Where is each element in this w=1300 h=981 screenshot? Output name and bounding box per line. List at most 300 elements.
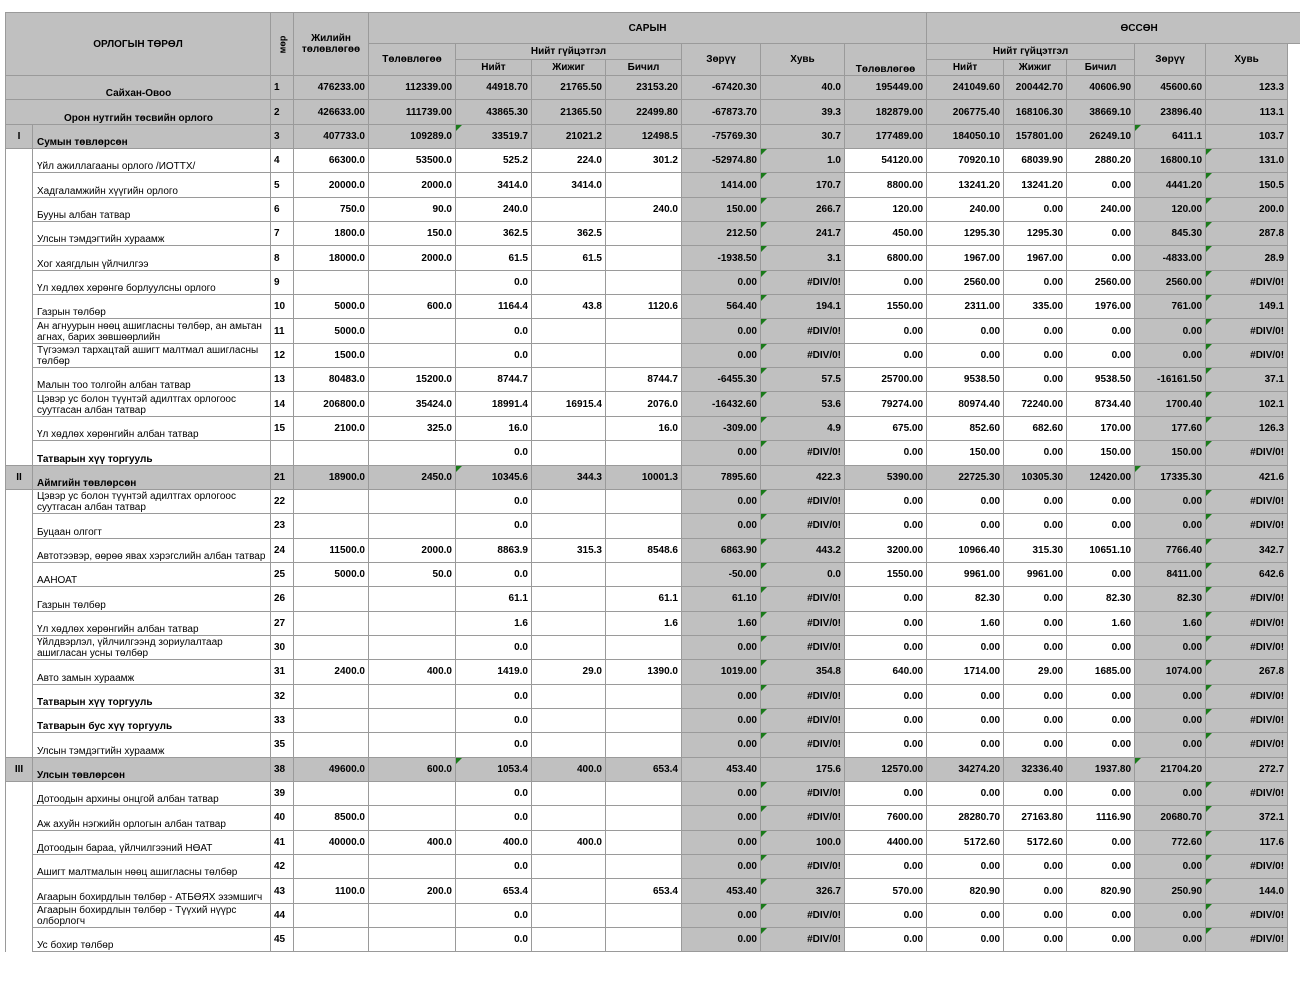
cumulative-total-cell: 1967.00 xyxy=(927,246,1004,270)
monthly-total-cell: 10345.6 xyxy=(456,465,532,489)
monthly-cash-cell xyxy=(532,441,606,465)
cumulative-cash-cell: 13241.20 xyxy=(1004,173,1067,197)
monthly-percent-cell: 39.3 xyxy=(761,100,845,124)
cumulative-noncash-cell: 0.00 xyxy=(1067,319,1135,343)
cumulative-total-cell: 70920.10 xyxy=(927,149,1004,173)
cumulative-noncash-cell: 40606.90 xyxy=(1067,76,1135,100)
cumulative-noncash-cell: 0.00 xyxy=(1067,903,1135,927)
monthly-noncash-cell xyxy=(606,562,682,586)
monthly-percent-cell: #DIV/0! xyxy=(761,587,845,611)
monthly-difference-cell: 0.00 xyxy=(682,708,761,732)
monthly-plan-cell xyxy=(369,708,456,732)
monthly-cash-cell xyxy=(532,903,606,927)
row-label: Аж ахуйн нэгжийн орлогын албан татвар xyxy=(33,806,271,830)
monthly-noncash-cell xyxy=(606,684,682,708)
cumulative-noncash-cell: 1116.90 xyxy=(1067,806,1135,830)
monthly-difference-cell: 564.40 xyxy=(682,295,761,319)
annual-plan-cell: 1500.0 xyxy=(294,343,369,367)
cumulative-total-cell: 0.00 xyxy=(927,708,1004,732)
header-monthly-cash: Жижиг xyxy=(532,60,606,76)
monthly-total-cell: 1.6 xyxy=(456,611,532,635)
row-number: 41 xyxy=(271,830,294,854)
monthly-difference-cell: -67420.30 xyxy=(682,76,761,100)
cumulative-noncash-cell: 240.00 xyxy=(1067,197,1135,221)
cumulative-noncash-cell: 0.00 xyxy=(1067,928,1135,952)
monthly-total-cell: 0.0 xyxy=(456,928,532,952)
monthly-cash-cell xyxy=(532,587,606,611)
cumulative-percent-cell: #DIV/0! xyxy=(1206,489,1288,513)
row-label: Хог хаягдлын үйлчилгээ xyxy=(33,246,271,270)
row-number: 5 xyxy=(271,173,294,197)
annual-plan-cell: 5000.0 xyxy=(294,562,369,586)
cumulative-noncash-cell: 0.00 xyxy=(1067,562,1135,586)
table-row xyxy=(6,928,1300,952)
monthly-cash-cell xyxy=(532,562,606,586)
monthly-plan-cell xyxy=(369,903,456,927)
monthly-difference-cell: 0.00 xyxy=(682,928,761,952)
row-label: Дотоодын архины онцгой албан татвар xyxy=(33,781,271,805)
row-number: 22 xyxy=(271,489,294,513)
cumulative-difference-cell: 0.00 xyxy=(1135,903,1206,927)
row-label: Сайхан-Овоо xyxy=(6,76,271,100)
cumulative-total-cell: 0.00 xyxy=(927,855,1004,879)
monthly-plan-cell: 2000.0 xyxy=(369,538,456,562)
cumulative-percent-cell: 144.0 xyxy=(1206,879,1288,903)
cumulative-total-cell: 5172.60 xyxy=(927,830,1004,854)
monthly-percent-cell: #DIV/0! xyxy=(761,806,845,830)
annual-plan-cell: 18900.0 xyxy=(294,465,369,489)
cumulative-plan-cell: 640.00 xyxy=(845,660,927,684)
monthly-cash-cell: 21021.2 xyxy=(532,124,606,148)
cumulative-total-cell: 22725.30 xyxy=(927,465,1004,489)
monthly-total-cell: 362.5 xyxy=(456,222,532,246)
monthly-plan-cell: 2000.0 xyxy=(369,246,456,270)
monthly-cash-cell xyxy=(532,928,606,952)
row-label: Татварын хүү торгууль xyxy=(33,684,271,708)
row-number: 31 xyxy=(271,660,294,684)
cumulative-percent-cell: 131.0 xyxy=(1206,149,1288,173)
cumulative-plan-cell: 0.00 xyxy=(845,441,927,465)
cumulative-percent-cell: #DIV/0! xyxy=(1206,514,1288,538)
monthly-noncash-cell xyxy=(606,343,682,367)
cumulative-plan-cell: 79274.00 xyxy=(845,392,927,416)
row-label: Бууны албан татвар xyxy=(33,197,271,221)
cumulative-difference-cell: 1700.40 xyxy=(1135,392,1206,416)
monthly-total-cell: 0.0 xyxy=(456,635,532,659)
monthly-percent-cell: 170.7 xyxy=(761,173,845,197)
table-row xyxy=(6,830,1300,854)
row-number: 25 xyxy=(271,562,294,586)
header-monthly-total-actual: Нийт гүйцэтгэл xyxy=(456,44,682,60)
cumulative-total-cell: 0.00 xyxy=(927,684,1004,708)
cumulative-noncash-cell: 0.00 xyxy=(1067,246,1135,270)
annual-plan-cell xyxy=(294,708,369,732)
row-number: 3 xyxy=(271,124,294,148)
cumulative-difference-cell: 45600.60 xyxy=(1135,76,1206,100)
cumulative-difference-cell: 250.90 xyxy=(1135,879,1206,903)
cumulative-difference-cell: 6411.1 xyxy=(1135,124,1206,148)
monthly-total-cell: 525.2 xyxy=(456,149,532,173)
row-number: 43 xyxy=(271,879,294,903)
cumulative-plan-cell: 0.00 xyxy=(845,611,927,635)
monthly-percent-cell: #DIV/0! xyxy=(761,928,845,952)
monthly-percent-cell: 0.0 xyxy=(761,562,845,586)
cumulative-percent-cell: #DIV/0! xyxy=(1206,684,1288,708)
monthly-noncash-cell xyxy=(606,830,682,854)
section-number xyxy=(6,611,33,635)
monthly-total-cell: 33519.7 xyxy=(456,124,532,148)
table-row xyxy=(6,708,1300,732)
cumulative-percent-cell: #DIV/0! xyxy=(1206,855,1288,879)
monthly-noncash-cell xyxy=(606,173,682,197)
table-row xyxy=(6,587,1300,611)
cumulative-percent-cell: 342.7 xyxy=(1206,538,1288,562)
monthly-difference-cell: 0.00 xyxy=(682,343,761,367)
section-number xyxy=(6,635,33,659)
cumulative-cash-cell: 9961.00 xyxy=(1004,562,1067,586)
monthly-plan-cell xyxy=(369,733,456,757)
cumulative-cash-cell: 32336.40 xyxy=(1004,757,1067,781)
monthly-percent-cell: 266.7 xyxy=(761,197,845,221)
annual-plan-cell: 750.0 xyxy=(294,197,369,221)
cumulative-cash-cell: 315.30 xyxy=(1004,538,1067,562)
section-number xyxy=(6,708,33,732)
cumulative-total-cell: 82.30 xyxy=(927,587,1004,611)
cumulative-noncash-cell: 0.00 xyxy=(1067,855,1135,879)
monthly-noncash-cell xyxy=(606,441,682,465)
row-number: 6 xyxy=(271,197,294,221)
monthly-percent-cell: #DIV/0! xyxy=(761,343,845,367)
monthly-plan-cell: 50.0 xyxy=(369,562,456,586)
row-number: 7 xyxy=(271,222,294,246)
monthly-noncash-cell xyxy=(606,903,682,927)
cumulative-noncash-cell: 1937.80 xyxy=(1067,757,1135,781)
monthly-total-cell: 240.0 xyxy=(456,197,532,221)
monthly-percent-cell: 4.9 xyxy=(761,416,845,440)
annual-plan-cell xyxy=(294,587,369,611)
row-number: 15 xyxy=(271,416,294,440)
row-number: 1 xyxy=(271,76,294,100)
annual-plan-cell: 426633.00 xyxy=(294,100,369,124)
section-number: III xyxy=(6,757,33,781)
row-number: 13 xyxy=(271,368,294,392)
table-row xyxy=(6,660,1300,684)
monthly-difference-cell: 0.00 xyxy=(682,855,761,879)
monthly-plan-cell xyxy=(369,684,456,708)
cumulative-difference-cell: 150.00 xyxy=(1135,441,1206,465)
section-number xyxy=(6,660,33,684)
cumulative-difference-cell: 7766.40 xyxy=(1135,538,1206,562)
monthly-total-cell: 0.0 xyxy=(456,733,532,757)
annual-plan-cell xyxy=(294,611,369,635)
monthly-difference-cell: -1938.50 xyxy=(682,246,761,270)
cumulative-plan-cell: 195449.00 xyxy=(845,76,927,100)
table-row xyxy=(6,489,1300,513)
section-number xyxy=(6,319,33,343)
annual-plan-cell xyxy=(294,635,369,659)
annual-plan-cell xyxy=(294,733,369,757)
cumulative-total-cell: 820.90 xyxy=(927,879,1004,903)
monthly-difference-cell: 0.00 xyxy=(682,903,761,927)
annual-plan-cell: 80483.0 xyxy=(294,368,369,392)
monthly-plan-cell: 400.0 xyxy=(369,660,456,684)
cumulative-percent-cell: 28.9 xyxy=(1206,246,1288,270)
cumulative-total-cell: 241049.60 xyxy=(927,76,1004,100)
monthly-percent-cell: 1.0 xyxy=(761,149,845,173)
row-number: 45 xyxy=(271,928,294,952)
cumulative-total-cell: 34274.20 xyxy=(927,757,1004,781)
monthly-percent-cell: #DIV/0! xyxy=(761,781,845,805)
monthly-difference-cell: 1019.00 xyxy=(682,660,761,684)
cumulative-plan-cell: 0.00 xyxy=(845,928,927,952)
cumulative-difference-cell: 21704.20 xyxy=(1135,757,1206,781)
header-monthly-difference: Зөрүү xyxy=(682,44,761,76)
cumulative-percent-cell: #DIV/0! xyxy=(1206,708,1288,732)
cumulative-percent-cell: #DIV/0! xyxy=(1206,270,1288,294)
cumulative-cash-cell: 0.00 xyxy=(1004,928,1067,952)
monthly-plan-cell: 150.0 xyxy=(369,222,456,246)
monthly-cash-cell xyxy=(532,781,606,805)
row-label: Сумын төвлөрсөн xyxy=(33,124,271,148)
monthly-plan-cell: 200.0 xyxy=(369,879,456,903)
monthly-cash-cell: 21765.50 xyxy=(532,76,606,100)
cumulative-percent-cell: #DIV/0! xyxy=(1206,441,1288,465)
annual-plan-cell xyxy=(294,781,369,805)
row-number: 11 xyxy=(271,319,294,343)
section-number xyxy=(6,368,33,392)
cumulative-noncash-cell: 170.00 xyxy=(1067,416,1135,440)
section-number xyxy=(6,733,33,757)
cumulative-noncash-cell: 10651.10 xyxy=(1067,538,1135,562)
monthly-difference-cell: 0.00 xyxy=(682,319,761,343)
monthly-plan-cell xyxy=(369,489,456,513)
cumulative-cash-cell: 1295.30 xyxy=(1004,222,1067,246)
row-number: 44 xyxy=(271,903,294,927)
cumulative-difference-cell: 8411.00 xyxy=(1135,562,1206,586)
cumulative-cash-cell: 68039.90 xyxy=(1004,149,1067,173)
cumulative-noncash-cell: 150.00 xyxy=(1067,441,1135,465)
cumulative-cash-cell: 682.60 xyxy=(1004,416,1067,440)
cumulative-percent-cell: #DIV/0! xyxy=(1206,733,1288,757)
table-row xyxy=(6,392,1300,416)
cumulative-total-cell: 28280.70 xyxy=(927,806,1004,830)
monthly-total-cell: 16.0 xyxy=(456,416,532,440)
row-number: 14 xyxy=(271,392,294,416)
monthly-cash-cell: 21365.50 xyxy=(532,100,606,124)
table-row xyxy=(6,246,1300,270)
cumulative-cash-cell: 0.00 xyxy=(1004,441,1067,465)
cumulative-noncash-cell: 0.00 xyxy=(1067,708,1135,732)
table-row xyxy=(6,319,1300,343)
monthly-cash-cell xyxy=(532,879,606,903)
cumulative-plan-cell: 5390.00 xyxy=(845,465,927,489)
table-row xyxy=(6,635,1300,659)
row-label: Үл хөдлөх хөрөнгө борлуулсны орлого xyxy=(33,270,271,294)
monthly-noncash-cell xyxy=(606,928,682,952)
cumulative-total-cell: 150.00 xyxy=(927,441,1004,465)
monthly-total-cell: 400.0 xyxy=(456,830,532,854)
row-number: 8 xyxy=(271,246,294,270)
revenue-spreadsheet xyxy=(5,12,1294,952)
monthly-noncash-cell: 1390.0 xyxy=(606,660,682,684)
section-number xyxy=(6,879,33,903)
table-row xyxy=(6,343,1300,367)
header-monthly-noncash: Бичил xyxy=(606,60,682,76)
cumulative-cash-cell: 1967.00 xyxy=(1004,246,1067,270)
section-number: I xyxy=(6,124,33,148)
cumulative-plan-cell: 0.00 xyxy=(845,733,927,757)
monthly-plan-cell xyxy=(369,343,456,367)
cumulative-noncash-cell: 9538.50 xyxy=(1067,368,1135,392)
monthly-difference-cell: 0.00 xyxy=(682,635,761,659)
header-revenue-type: ОРЛОГЫН ТӨРӨЛ xyxy=(6,13,271,76)
monthly-cash-cell: 43.8 xyxy=(532,295,606,319)
monthly-plan-cell xyxy=(369,441,456,465)
row-label: Автотээвэр, өөрөө явах хэрэгслийн албан татвар xyxy=(33,538,271,562)
monthly-plan-cell xyxy=(369,928,456,952)
monthly-total-cell: 3414.0 xyxy=(456,173,532,197)
monthly-noncash-cell: 23153.20 xyxy=(606,76,682,100)
cumulative-plan-cell: 0.00 xyxy=(845,635,927,659)
table-row xyxy=(6,76,1300,100)
cumulative-plan-cell: 1550.00 xyxy=(845,562,927,586)
row-label: Үл хөдлөх хөрөнгийн албан татвар xyxy=(33,611,271,635)
cumulative-difference-cell: 120.00 xyxy=(1135,197,1206,221)
row-label: Хадгаламжийн хүүгийн орлого xyxy=(33,173,271,197)
cumulative-total-cell: 0.00 xyxy=(927,319,1004,343)
annual-plan-cell xyxy=(294,270,369,294)
cumulative-difference-cell: 4441.20 xyxy=(1135,173,1206,197)
cumulative-cash-cell: 0.00 xyxy=(1004,855,1067,879)
monthly-plan-cell: 109289.0 xyxy=(369,124,456,148)
table-row xyxy=(6,903,1300,927)
monthly-noncash-cell xyxy=(606,806,682,830)
monthly-difference-cell: -16432.60 xyxy=(682,392,761,416)
table-row xyxy=(6,781,1300,805)
monthly-noncash-cell: 301.2 xyxy=(606,149,682,173)
monthly-percent-cell: 194.1 xyxy=(761,295,845,319)
monthly-difference-cell: 0.00 xyxy=(682,830,761,854)
monthly-plan-cell: 2450.0 xyxy=(369,465,456,489)
cumulative-plan-cell: 0.00 xyxy=(845,684,927,708)
row-label: Татварын хүү торгууль xyxy=(33,441,271,465)
cumulative-plan-cell: 8800.00 xyxy=(845,173,927,197)
row-label: Улсын тэмдэгтийн хураамж xyxy=(33,733,271,757)
monthly-plan-cell: 35424.0 xyxy=(369,392,456,416)
monthly-percent-cell: #DIV/0! xyxy=(761,319,845,343)
section-number xyxy=(6,538,33,562)
cumulative-cash-cell: 0.00 xyxy=(1004,368,1067,392)
cumulative-cash-cell: 0.00 xyxy=(1004,489,1067,513)
monthly-difference-cell: 1.60 xyxy=(682,611,761,635)
monthly-difference-cell: -75769.30 xyxy=(682,124,761,148)
monthly-plan-cell xyxy=(369,635,456,659)
cumulative-plan-cell: 0.00 xyxy=(845,270,927,294)
cumulative-percent-cell: 642.6 xyxy=(1206,562,1288,586)
row-label: Газрын төлбөр xyxy=(33,295,271,319)
monthly-noncash-cell: 10001.3 xyxy=(606,465,682,489)
cumulative-percent-cell: 372.1 xyxy=(1206,806,1288,830)
monthly-total-cell: 0.0 xyxy=(456,343,532,367)
monthly-noncash-cell: 2076.0 xyxy=(606,392,682,416)
row-number: 9 xyxy=(271,270,294,294)
cumulative-plan-cell: 0.00 xyxy=(845,319,927,343)
monthly-percent-cell: #DIV/0! xyxy=(761,684,845,708)
monthly-total-cell: 0.0 xyxy=(456,855,532,879)
cumulative-cash-cell: 0.00 xyxy=(1004,781,1067,805)
monthly-percent-cell: 422.3 xyxy=(761,465,845,489)
row-label: Агаарын бохирдлын төлбөр - Түүхий нүүрс олборлогч xyxy=(33,903,271,927)
row-label: Орон нутгийн төсвийн орлого xyxy=(6,100,271,124)
annual-plan-cell xyxy=(294,903,369,927)
cumulative-difference-cell: 1.60 xyxy=(1135,611,1206,635)
row-number: 42 xyxy=(271,855,294,879)
monthly-total-cell: 43865.30 xyxy=(456,100,532,124)
cumulative-difference-cell: 82.30 xyxy=(1135,587,1206,611)
monthly-cash-cell xyxy=(532,197,606,221)
monthly-total-cell: 8744.7 xyxy=(456,368,532,392)
cumulative-difference-cell: 761.00 xyxy=(1135,295,1206,319)
row-number: 21 xyxy=(271,465,294,489)
annual-plan-cell: 206800.0 xyxy=(294,392,369,416)
cumulative-plan-cell: 0.00 xyxy=(845,489,927,513)
monthly-total-cell: 0.0 xyxy=(456,489,532,513)
section-number xyxy=(6,587,33,611)
monthly-difference-cell: 0.00 xyxy=(682,441,761,465)
monthly-cash-cell: 61.5 xyxy=(532,246,606,270)
table-row xyxy=(6,222,1300,246)
cumulative-percent-cell: 287.8 xyxy=(1206,222,1288,246)
monthly-percent-cell: 57.5 xyxy=(761,368,845,392)
row-number: 30 xyxy=(271,635,294,659)
monthly-percent-cell: 175.6 xyxy=(761,757,845,781)
header-monthly: САРЫН xyxy=(369,13,927,44)
monthly-noncash-cell xyxy=(606,733,682,757)
cumulative-difference-cell: 0.00 xyxy=(1135,708,1206,732)
cumulative-total-cell: 2560.00 xyxy=(927,270,1004,294)
table-row xyxy=(6,757,1300,781)
section-number xyxy=(6,903,33,927)
cumulative-total-cell: 10966.40 xyxy=(927,538,1004,562)
cumulative-total-cell: 0.00 xyxy=(927,514,1004,538)
cumulative-percent-cell: 102.1 xyxy=(1206,392,1288,416)
row-number: 40 xyxy=(271,806,294,830)
monthly-noncash-cell: 1120.6 xyxy=(606,295,682,319)
monthly-total-cell: 0.0 xyxy=(456,781,532,805)
monthly-total-cell: 0.0 xyxy=(456,708,532,732)
monthly-percent-cell: #DIV/0! xyxy=(761,514,845,538)
table-row xyxy=(6,733,1300,757)
cumulative-percent-cell: 149.1 xyxy=(1206,295,1288,319)
cumulative-percent-cell: #DIV/0! xyxy=(1206,903,1288,927)
cumulative-noncash-cell: 1976.00 xyxy=(1067,295,1135,319)
monthly-percent-cell: #DIV/0! xyxy=(761,708,845,732)
cumulative-total-cell: 1.60 xyxy=(927,611,1004,635)
monthly-noncash-cell xyxy=(606,708,682,732)
monthly-noncash-cell: 61.1 xyxy=(606,587,682,611)
cumulative-difference-cell: 845.30 xyxy=(1135,222,1206,246)
cumulative-noncash-cell: 26249.10 xyxy=(1067,124,1135,148)
monthly-noncash-cell: 12498.5 xyxy=(606,124,682,148)
monthly-difference-cell: -6455.30 xyxy=(682,368,761,392)
monthly-noncash-cell xyxy=(606,270,682,294)
cumulative-total-cell: 80974.40 xyxy=(927,392,1004,416)
cumulative-difference-cell: 0.00 xyxy=(1135,514,1206,538)
monthly-plan-cell xyxy=(369,270,456,294)
cumulative-plan-cell: 7600.00 xyxy=(845,806,927,830)
cumulative-plan-cell: 0.00 xyxy=(845,708,927,732)
annual-plan-cell: 1100.0 xyxy=(294,879,369,903)
